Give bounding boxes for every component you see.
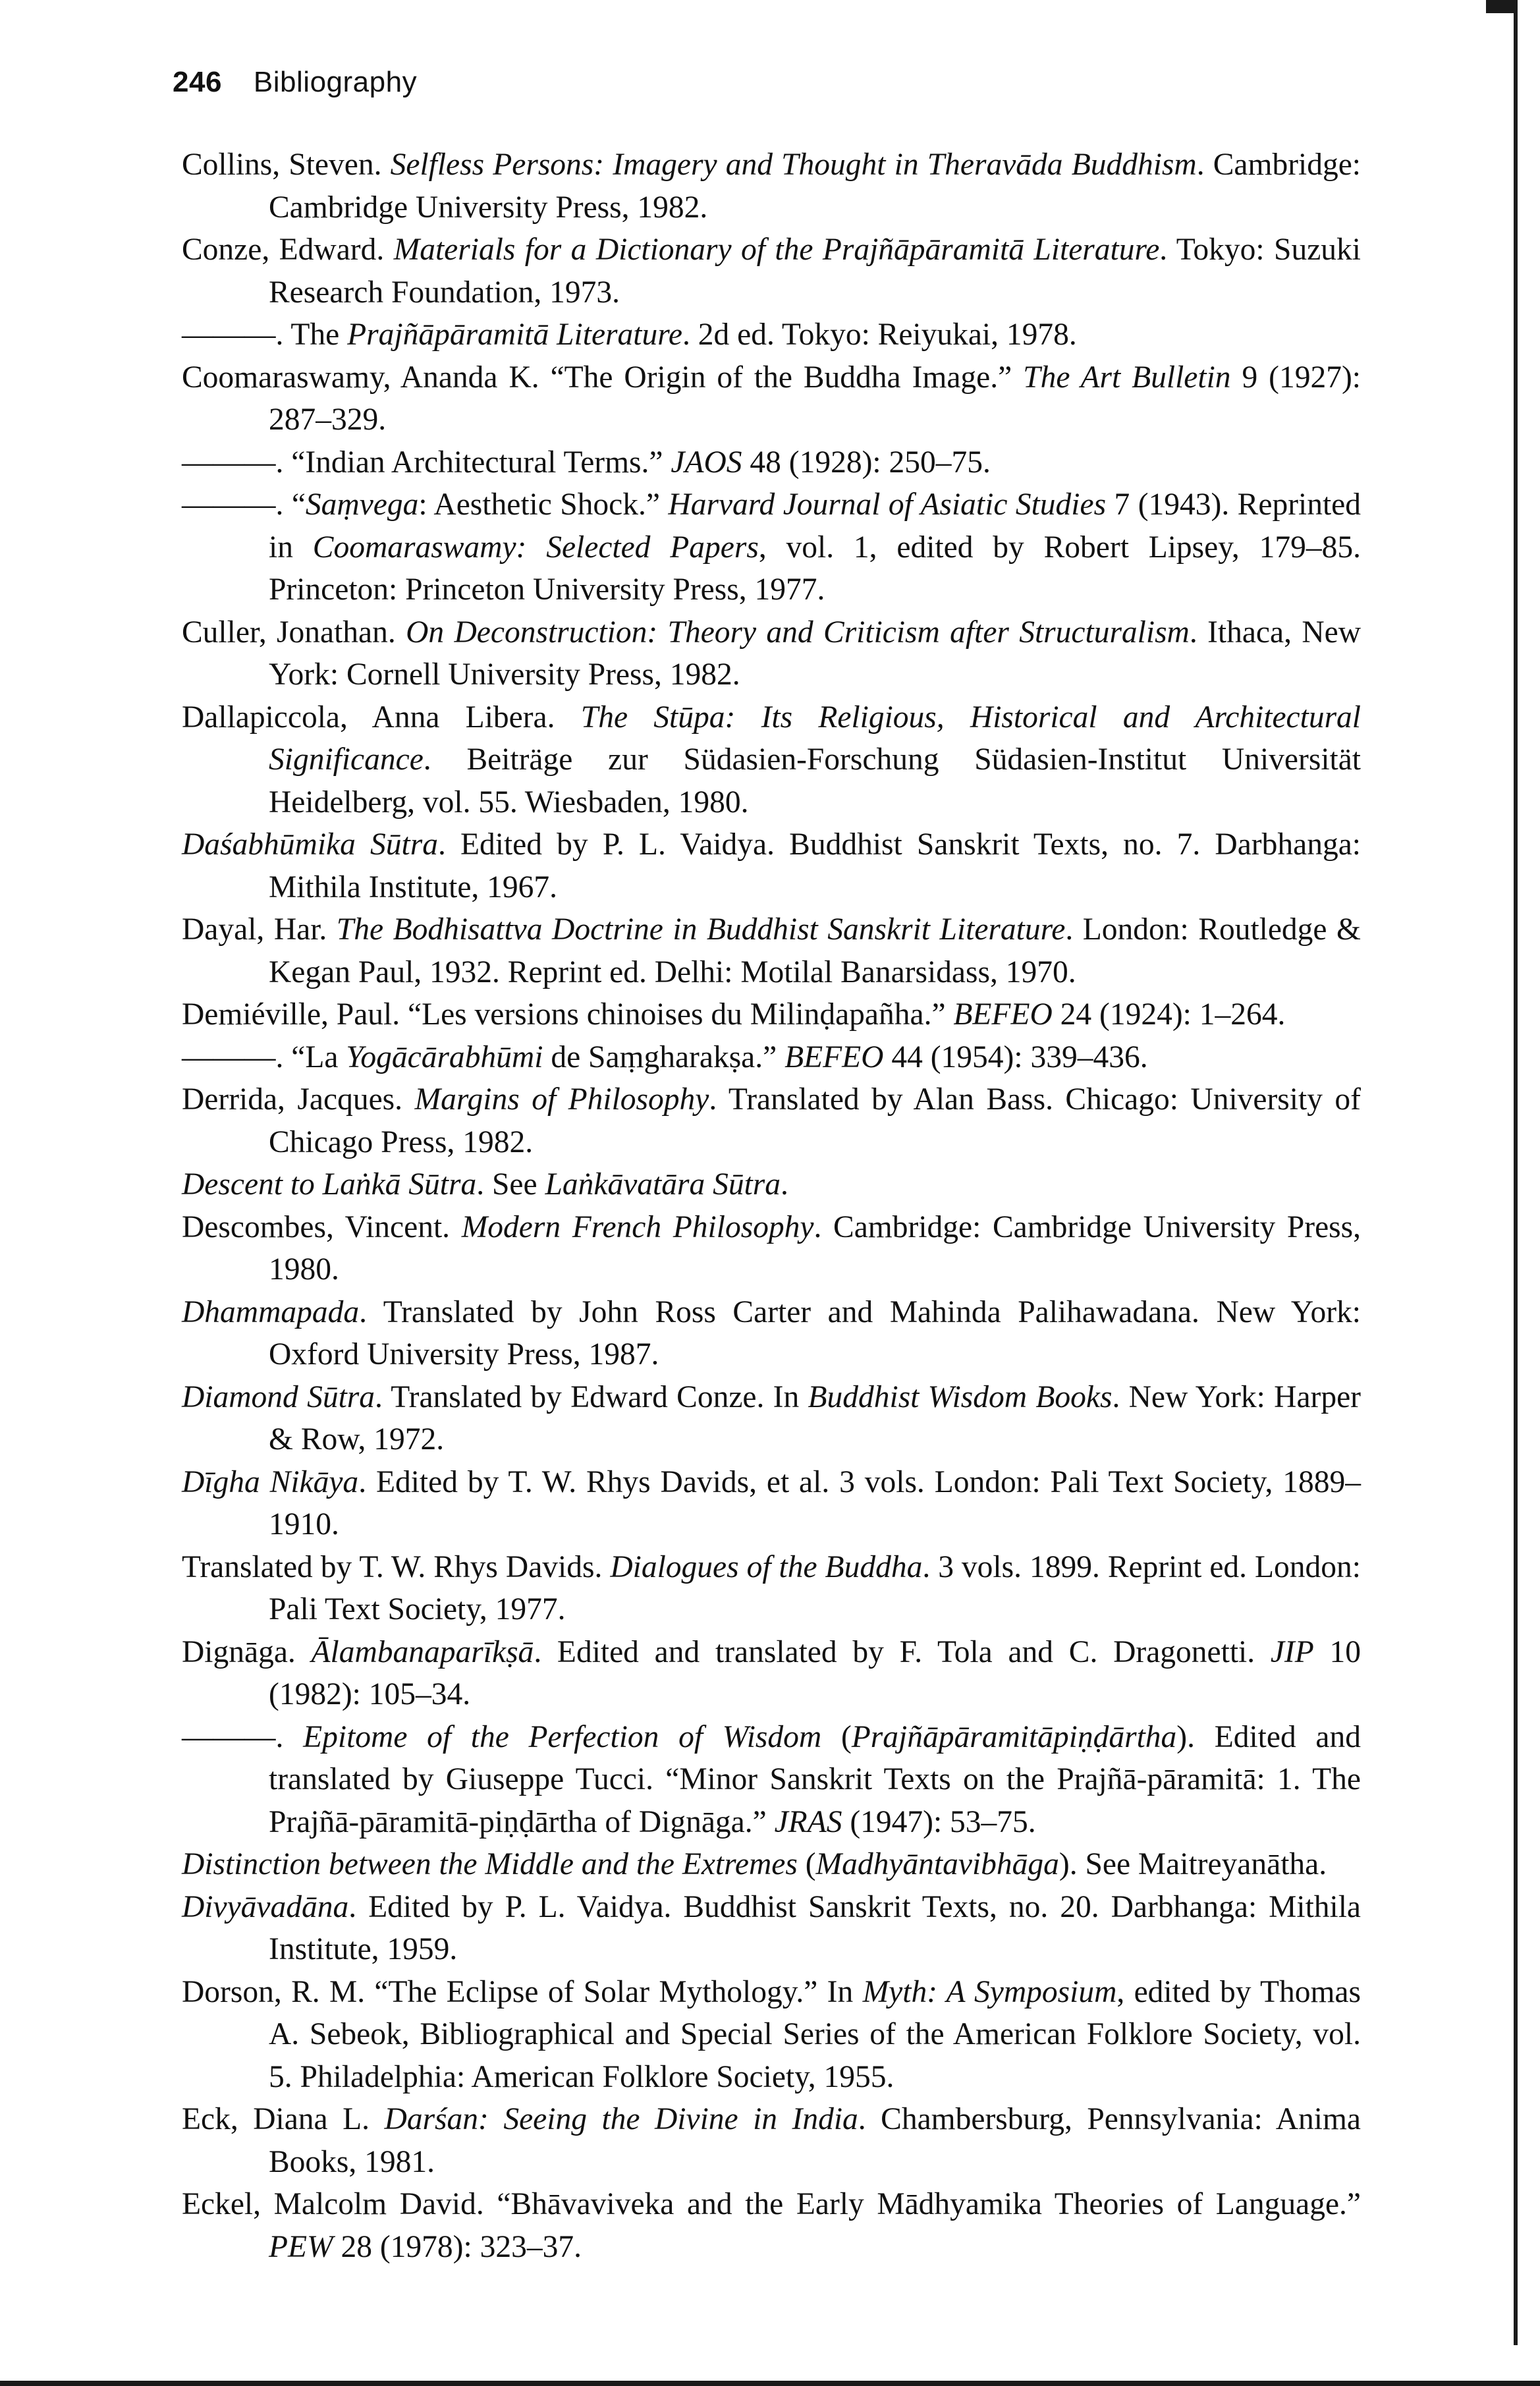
entry-title-italic: Laṅkāvatāra Sūtra [545, 1167, 781, 1202]
entry-title-italic: Buddhist Wisdom Books [808, 1379, 1113, 1414]
entry-text: . [781, 1167, 788, 1202]
entry-text: . Edited by P. L. Vaidya. Buddhist Sanskrit Texts, no. 20. Darbhanga: Mithila Institute, 1959. [269, 1889, 1361, 1966]
bibliography-entry [182, 611, 1361, 696]
entry-title-italic: Prajñāpāramitāpiṇḍārtha [851, 1719, 1177, 1754]
entry-text: de Saṃgharakṣa.” [543, 1040, 785, 1074]
entry-title-italic: The Stūpa: Its Religious, Historical and Architectural Significance [269, 700, 1361, 777]
entry-text: Dorson, R. M. “The Eclipse of Solar Mythology.” In [182, 1974, 863, 2009]
entry-text: Descombes, Vincent. [182, 1209, 462, 1244]
entry-title-italic: BEFEO [953, 997, 1053, 1032]
entry-text: ———. [182, 1719, 304, 1754]
entry-title-italic: JAOS [671, 445, 742, 480]
entry-text: . New York: Harper & Row, 1972. [269, 1379, 1361, 1457]
entry-text: . Cambridge: Cambridge University Press, 1980. [269, 1209, 1361, 1287]
bibliography-entry [182, 908, 1361, 993]
entry-text: . Translated by Alan Bass. Chicago: University of Chicago Press, 1982. [269, 1082, 1361, 1159]
entry-text: Conze, Edward. [182, 233, 394, 267]
entry-title-italic: Descent to Laṅkā Sūtra [182, 1167, 477, 1202]
entry-title-italic: Diamond Sūtra [182, 1379, 375, 1414]
entry-title-italic: Harvard Journal of Asiatic Studies [668, 487, 1107, 522]
entry-text: 9 (1927): 287–329. [269, 360, 1361, 437]
entry-text: . Tokyo: Suzuki Research Foundation, 1973. [269, 233, 1361, 310]
entry-title-italic: Saṃvega [305, 487, 419, 522]
entry-title-italic: Divyāvadāna [182, 1889, 349, 1924]
entry-text: . See [476, 1167, 545, 1202]
entry-title-italic: Coomaraswamy: Selected Papers [312, 530, 759, 565]
bibliography-entry [182, 441, 1361, 484]
entry-title-italic: Prajñāpāramitā Literature [347, 318, 683, 352]
entry-title-italic: Margins of Philosophy [414, 1082, 709, 1117]
entry-title-italic: Dialogues of the Buddha [610, 1549, 923, 1584]
entry-text: 10 (1982): 105–34. [269, 1634, 1361, 1711]
entry-title-italic: Yogācārabhūmi [346, 1040, 543, 1074]
bibliography-entry [182, 1206, 1361, 1291]
section-title: Bibliography [253, 66, 418, 98]
entry-text: ———. “ [182, 487, 306, 522]
entry-text: Eckel, Malcolm David. “Bhāvaviveka and the Early Mādhyamika Theories of Language.” [182, 2187, 1361, 2221]
entry-text: : Aesthetic Shock.” [418, 487, 669, 522]
entry-text: ). See Maitreyanātha. [1059, 1847, 1327, 1881]
bibliography-entry [182, 2098, 1361, 2183]
entry-text: ( [821, 1719, 852, 1754]
entry-text: Coomaraswamy, Ananda K. “The Origin of the Buddha Image.” [182, 360, 1024, 395]
entry-title-italic: The Bodhisattva Doctrine in Buddhist Sanskrit Literature [336, 912, 1066, 947]
bibliography-entry [182, 1546, 1361, 1631]
entry-title-italic: Dīgha Nikāya [182, 1464, 359, 1499]
entry-text: ———. “La [182, 1040, 346, 1074]
entry-text: . Edited and translated by F. Tola and C. Dragonetti. [534, 1634, 1271, 1669]
bibliography-entry [182, 1376, 1361, 1461]
bibliography-entry [182, 1716, 1361, 1844]
entry-text: . Cambridge: Cambridge University Press, 1982. [269, 148, 1361, 225]
entry-text: ———. “Indian Architectural Terms.” [182, 445, 671, 480]
entry-text: (1947): 53–75. [842, 1804, 1036, 1839]
bibliography-entry [182, 1078, 1361, 1163]
bibliography-entry [182, 1461, 1361, 1546]
entry-text: Dignāga. [182, 1634, 312, 1669]
running-head [173, 66, 417, 99]
bibliography-entry [182, 1163, 1361, 1206]
scan-edge-bottom [0, 2381, 1540, 2386]
bibliography-entry [182, 993, 1361, 1036]
entry-text: 24 (1924): 1–264. [1052, 997, 1286, 1032]
entry-text: ). Edited and translated by Giuseppe Tucci. “Minor Sanskrit Texts on the Prajñā-pāramitā: 1. The Prajñā-pāramitā-piṇḍārtha of Dignāga.” [269, 1719, 1361, 1839]
bibliography-entry [182, 696, 1361, 824]
entry-text: Demiéville, Paul. “Les versions chinoises du Milinḍapañha.” [182, 997, 954, 1032]
entry-text: 7 (1943). Reprinted in [269, 487, 1361, 565]
bibliography-entry [182, 1036, 1361, 1079]
entry-title-italic: Materials for a Dictionary of the Prajñāpāramitā Literature [393, 233, 1160, 267]
entry-text: Translated by T. W. Rhys Davids. [182, 1549, 611, 1584]
scan-edge-right [1514, 13, 1518, 2345]
entry-title-italic: Selfless Persons: Imagery and Thought in Theravāda Buddhism [390, 148, 1197, 182]
entry-title-italic: The Art Bulletin [1023, 360, 1231, 395]
entry-text: . 2d ed. Tokyo: Reiyukai, 1978. [682, 318, 1077, 352]
entry-text: Dallapiccola, Anna Libera. [182, 700, 581, 735]
entry-title-italic: JIP [1270, 1634, 1314, 1669]
bibliography-entry [182, 356, 1361, 441]
entry-text: Derrida, Jacques. [182, 1082, 415, 1117]
bibliography-entry [182, 484, 1361, 611]
bibliography-entry [182, 144, 1361, 229]
entry-text: . Ithaca, New York: Cornell University Press, 1982. [269, 615, 1361, 692]
entry-text: , vol. 1, edited by Robert Lipsey, 179–85. Princeton: Princeton University Press, 1977. [269, 530, 1361, 607]
bibliography-entry [182, 1971, 1361, 2099]
entry-title-italic: Madhyāntavibhāga [815, 1847, 1059, 1881]
entry-text: Culler, Jonathan. [182, 615, 406, 650]
bibliography-list [182, 144, 1361, 2268]
bibliography-entry [182, 1843, 1361, 1886]
bibliography-entry [182, 229, 1361, 314]
entry-text: Dayal, Har. [182, 912, 337, 947]
bibliography-entry [182, 314, 1361, 356]
entry-text: 44 (1954): 339–436. [883, 1040, 1148, 1074]
entry-text: Collins, Steven. [182, 148, 391, 182]
entry-text: . London: Routledge & Kegan Paul, 1932. Reprint ed. Delhi: Motilal Banarsidass, 1970. [269, 912, 1361, 989]
entry-title-italic: Modern French Philosophy [461, 1209, 814, 1244]
entry-title-italic: Darśan: Seeing the Divine in India [384, 2102, 858, 2136]
bibliography-entry [182, 823, 1361, 908]
entry-text: . Translated by John Ross Carter and Mahinda Palihawadana. New York: Oxford University Press, 1987. [269, 1294, 1361, 1372]
entry-title-italic: Distinction between the Middle and the Extremes [182, 1847, 798, 1881]
scan-edge-top [1486, 0, 1518, 13]
entry-text: . Edited by T. W. Rhys Davids, et al. 3 vols. London: Pali Text Society, 1889–1910. [269, 1464, 1361, 1541]
entry-title-italic: PEW [269, 2229, 333, 2264]
entry-title-italic: JRAS [774, 1804, 842, 1839]
entry-text: . 3 vols. 1899. Reprint ed. London: Pali Text Society, 1977. [269, 1549, 1361, 1626]
entry-text: Eck, Diana L. [182, 2102, 385, 2136]
entry-text: . Chambersburg, Pennsylvania: Anima Books, 1981. [269, 2102, 1361, 2179]
entry-title-italic: Epitome of the Perfection of Wisdom [303, 1719, 822, 1754]
entry-title-italic: BEFEO [784, 1040, 884, 1074]
entry-text: . Translated by Edward Conze. In [375, 1379, 808, 1414]
entry-text: ( [797, 1847, 816, 1881]
bibliography-entry [182, 1886, 1361, 1971]
entry-title-italic: Daśabhūmika Sūtra [182, 827, 438, 862]
page-number: 246 [173, 66, 222, 98]
entry-title-italic: On Deconstruction: Theory and Criticism after Structuralism [406, 615, 1190, 650]
entry-text: . Beiträge zur Südasien-Forschung Südasien-Institut Universität Heidelberg, vol. 55. Wiesbaden, 1980. [269, 742, 1361, 819]
bibliography-entry [182, 2183, 1361, 2268]
entry-text: 28 (1978): 323–37. [333, 2229, 582, 2264]
entry-title-italic: Dhammapada [182, 1294, 360, 1329]
entry-text: . Edited by P. L. Vaidya. Buddhist Sanskrit Texts, no. 7. Darbhanga: Mithila Institute, 1967. [269, 827, 1361, 904]
bibliography-entry [182, 1291, 1361, 1376]
entry-title-italic: Myth: A Symposium [862, 1974, 1117, 2009]
entry-title-italic: Ālambanaparīkṣā [311, 1634, 534, 1669]
entry-text: ———. The [182, 318, 348, 352]
bibliography-entry [182, 1631, 1361, 1716]
entry-text: 48 (1928): 250–75. [742, 445, 991, 480]
entry-text: , edited by Thomas A. Sebeok, Bibliographical and Special Series of the American Folklore Society, vol. 5. Philadelphia: American Folklore Society, 1955. [269, 1974, 1361, 2094]
